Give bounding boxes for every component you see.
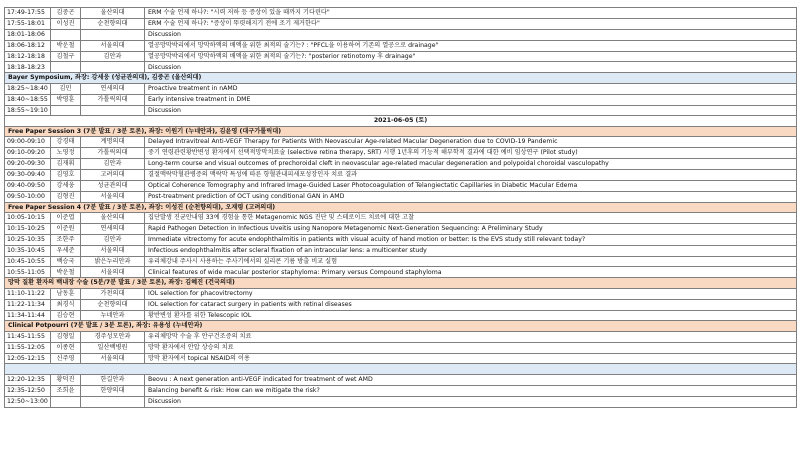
time-cell: 12:35-12:50 [5,385,51,396]
topic-cell: 열공망막박리에서 망막하액의 배액을 위한 최적의 술기는?: "posterior retinotomy 후 drainage" [145,51,797,62]
speaker-cell: 강경태 [51,137,81,148]
topic-cell: Optical Coherence Tomography and Infrared Image-Guided Laser Photocoagulation of Telangiectatic Capillaries in Diabetic Macular Edema [145,180,797,191]
time-cell: 18:12-18:18 [5,51,51,62]
schedule-row [5,374,797,385]
affiliation-cell: 순천향의대 [81,18,145,29]
affiliation-cell: 고려의대 [81,169,145,180]
date-row [5,116,797,126]
schedule-row [5,245,797,256]
affiliation-cell: 연세의대 [81,223,145,234]
topic-cell: IOL selection for phacovitrectomy [145,288,797,299]
schedule-row [5,353,797,364]
time-cell: 17:55-18:01 [5,18,51,29]
affiliation-cell: 가천의대 [81,288,145,299]
schedule-row [5,223,797,234]
speaker-cell: 황덕진 [51,374,81,385]
time-cell: 09:40-09:50 [5,180,51,191]
time-cell: 10:45-10:55 [5,256,51,267]
speaker-cell: 박영훈 [51,94,81,105]
speaker-cell: 노영정 [51,148,81,159]
schedule-row [5,288,797,299]
affiliation-cell: 연세의대 [81,83,145,94]
speaker-cell [51,105,81,116]
speaker-cell: 최경식 [51,299,81,310]
speaker-cell: 조희윤 [51,385,81,396]
schedule-body [5,8,797,408]
speaker-cell: 김철구 [51,51,81,62]
time-cell: 12:50~13:00 [5,396,51,407]
schedule-row [5,267,797,278]
time-cell: 11:34-11:44 [5,310,51,321]
schedule-row [5,212,797,223]
speaker-cell: 강세웅 [51,180,81,191]
affiliation-cell: 성균관의대 [81,180,145,191]
schedule-row [5,148,797,159]
speaker-cell: 김중곤 [51,8,81,19]
affiliation-cell: 서울의대 [81,40,145,51]
topic-cell: 집단발생 진균안내염 33예 경험을 통한 Metagenomic NGS 진단 및 스테로이드 치료에 대한 고찰 [145,212,797,223]
speaker-cell [51,29,81,40]
speaker-cell: 김민 [51,83,81,94]
schedule-row [5,105,797,116]
time-cell: 09:30-09:40 [5,169,51,180]
speaker-cell: 이성진 [51,18,81,29]
affiliation-cell: 밝은누리안과 [81,256,145,267]
speaker-cell: 박운철 [51,40,81,51]
time-cell: 09:20-09:30 [5,159,51,170]
speaker-cell: 김형일 [51,331,81,342]
schedule-row [5,191,797,202]
schedule-row [5,8,797,19]
topic-cell: Immediate vitrectomy for acute endophthalmitis in patients with visual acuity of hand motion or better: Is the EVS study still relevant today? [145,234,797,245]
time-cell: 10:15-10:25 [5,223,51,234]
session-title: Clinical Potpourri (7분 발표 / 3분 토론), 좌장: 유용성 (누네안과) [5,321,797,331]
speaker-cell: 김영호 [51,169,81,180]
topic-cell: 중기 연령관련황반변성 환자에서 선택적망막치료술 (selective retina therapy, SRT) 시행 1년후의 기능적 해부학적 결과에 대한 예비 임상연구 (Pilot study) [145,148,797,159]
affiliation-cell: 가톨릭의대 [81,148,145,159]
schedule-row [5,342,797,353]
topic-cell: ERM 수술 언제 하나?: "시력 저하 등 증상이 있을 때까지 기다린다" [145,8,797,19]
time-cell: 12:05-12:15 [5,353,51,364]
topic-cell: Rapid Pathogen Detection in Infectious Uveitis using Nanopore Metagenomic Next-Generation Sequencing: A Preliminary Study [145,223,797,234]
affiliation-cell: 경주성모안과 [81,331,145,342]
time-cell: 10:55-11:05 [5,267,51,278]
session-header-row [5,126,797,136]
affiliation-cell: 서울의대 [81,353,145,364]
topic-cell: ERM 수술 언제 하나?: "증상이 뚜렷해지기 전에 조기 제거한다" [145,18,797,29]
affiliation-cell: 순천향의대 [81,299,145,310]
topic-cell: Discussion [145,29,797,40]
program-schedule-table [4,7,797,408]
session-header-row [5,73,797,83]
session-title: 망막 질환 환자의 백내장 수술 (5분/7분 발표 / 3분 토론), 좌장: 김혜진 (건국의대) [5,278,797,288]
topic-cell: Discussion [145,396,797,407]
schedule-row [5,159,797,170]
session-title: Bayer Symposium, 좌장: 강세웅 (성균관의대), 김중곤 (울산의대) [5,73,797,83]
topic-cell: Discussion [145,62,797,73]
schedule-row [5,256,797,267]
topic-cell: 열공망막박리에서 망막하액의 배액을 위한 최적의 술기는? : "PFCL을 이용하여 기존의 열공으로 drainage" [145,40,797,51]
affiliation-cell: 한양의대 [81,385,145,396]
topic-cell: Early intensive treatment in DME [145,94,797,105]
schedule-row [5,234,797,245]
time-cell: 18:06-18:12 [5,40,51,51]
time-cell: 11:10-11:22 [5,288,51,299]
schedule-row [5,299,797,310]
affiliation-cell: 김안과 [81,234,145,245]
topic-cell: Beovu : A next generation anti-VEGF indicated for treatment of wet AMD [145,374,797,385]
schedule-row [5,51,797,62]
session-title: Free Paper Session 3 (7분 발표 / 3분 토론), 좌장: 이원기 (누네안과), 김윤영 (대구가톨릭대) [5,126,797,136]
blank-separator-row [5,364,797,374]
speaker-cell: 김승현 [51,310,81,321]
time-cell: 10:35-10:45 [5,245,51,256]
speaker-cell: 김형진 [51,191,81,202]
affiliation-cell [81,105,145,116]
affiliation-cell: 김안과 [81,51,145,62]
affiliation-cell: 일산백병원 [81,342,145,353]
time-cell: 18:01-18:06 [5,29,51,40]
topic-cell: Post-treatment prediction of OCT using conditional GAN in AMD [145,191,797,202]
schedule-row [5,40,797,51]
topic-cell: Long-term course and visual outcomes of prechoroidal cleft in neovascular age-related macular degeneration and polypoidal choroidal vasculopathy [145,159,797,170]
time-cell: 17:49-17:55 [5,8,51,19]
topic-cell: Balancing benefit & risk: How can we mitigate the risk? [145,385,797,396]
schedule-row [5,18,797,29]
speaker-cell: 우세준 [51,245,81,256]
affiliation-cell [81,62,145,73]
speaker-cell [51,396,81,407]
topic-cell: 망막 환자에서 topical NSAID의 이용 [145,353,797,364]
blank-cell [5,364,797,374]
speaker-cell: 이종현 [51,342,81,353]
schedule-row [5,29,797,40]
schedule-row [5,169,797,180]
session-title: Free Paper Session 4 (7분 발표 / 3분 토론), 좌장: 이성진 (순천향의대), 오재령 (고려의대) [5,202,797,212]
affiliation-cell: 한길안과 [81,374,145,385]
speaker-cell: 조한주 [51,234,81,245]
speaker-cell: 이준원 [51,223,81,234]
date-heading: 2021-06-05 (토) [5,116,797,126]
affiliation-cell: 서울의대 [81,191,145,202]
topic-cell: Infectious endophthalmitis after scleral fixation of an intraocular lens: a multicenter study [145,245,797,256]
time-cell: 09:00-09:10 [5,137,51,148]
affiliation-cell: 서울의대 [81,267,145,278]
topic-cell: 유리체망막 수술 후 안구건조증의 치료 [145,331,797,342]
time-cell: 11:55-12:05 [5,342,51,353]
time-cell: 18:25~18:40 [5,83,51,94]
affiliation-cell: 서울의대 [81,245,145,256]
time-cell: 10:05-10:15 [5,212,51,223]
speaker-cell: 이준엽 [51,212,81,223]
topic-cell: Delayed Intravitreal Anti-VEGF Therapy for Patients With Neovascular Age-related Macular Degeneration due to COVID-19 Pandemic [145,137,797,148]
schedule-row [5,310,797,321]
speaker-cell: 백승국 [51,256,81,267]
time-cell: 09:50-10:00 [5,191,51,202]
topic-cell: 유리체강내 주사시 사용하는 주사기에서의 실리콘 기름 방출 비교 실험 [145,256,797,267]
topic-cell: IOL selection for cataract surgery in patients with retinal diseases [145,299,797,310]
speaker-cell: 신주영 [51,353,81,364]
topic-cell: 결절맥락막혈관병증의 맥락막 특성에 따른 항혈관내피세포성장인자 치료 결과 [145,169,797,180]
topic-cell: Clinical features of wide macular posterior staphyloma: Primary versus Compound staphyloma [145,267,797,278]
schedule-row [5,180,797,191]
affiliation-cell: 김안과 [81,159,145,170]
affiliation-cell [81,396,145,407]
topic-cell: Discussion [145,105,797,116]
affiliation-cell: 누네안과 [81,310,145,321]
time-cell: 09:10-09:20 [5,148,51,159]
topic-cell: 황반변성 환자를 위한 Telescopic IOL [145,310,797,321]
time-cell: 18:18-18:23 [5,62,51,73]
topic-cell: 망막 환자에서 안압 상승의 치료 [145,342,797,353]
session-header-row [5,321,797,331]
schedule-row [5,83,797,94]
speaker-cell [51,62,81,73]
schedule-row [5,385,797,396]
schedule-row [5,331,797,342]
time-cell: 12:20-12:35 [5,374,51,385]
affiliation-cell: 가톨릭의대 [81,94,145,105]
speaker-cell: 남동훈 [51,288,81,299]
schedule-row [5,62,797,73]
time-cell: 18:55~19:10 [5,105,51,116]
schedule-row [5,94,797,105]
schedule-row [5,137,797,148]
affiliation-cell: 울산의대 [81,8,145,19]
time-cell: 11:22-11:34 [5,299,51,310]
affiliation-cell: 계명의대 [81,137,145,148]
time-cell: 18:40~18:55 [5,94,51,105]
affiliation-cell: 울산의대 [81,212,145,223]
session-header-row [5,202,797,212]
speaker-cell: 박운철 [51,267,81,278]
schedule-row [5,396,797,407]
time-cell: 11:45-11:55 [5,331,51,342]
affiliation-cell [81,29,145,40]
time-cell: 10:25-10:35 [5,234,51,245]
session-header-row [5,278,797,288]
topic-cell: Proactive treatment in nAMD [145,83,797,94]
speaker-cell: 김재휘 [51,159,81,170]
